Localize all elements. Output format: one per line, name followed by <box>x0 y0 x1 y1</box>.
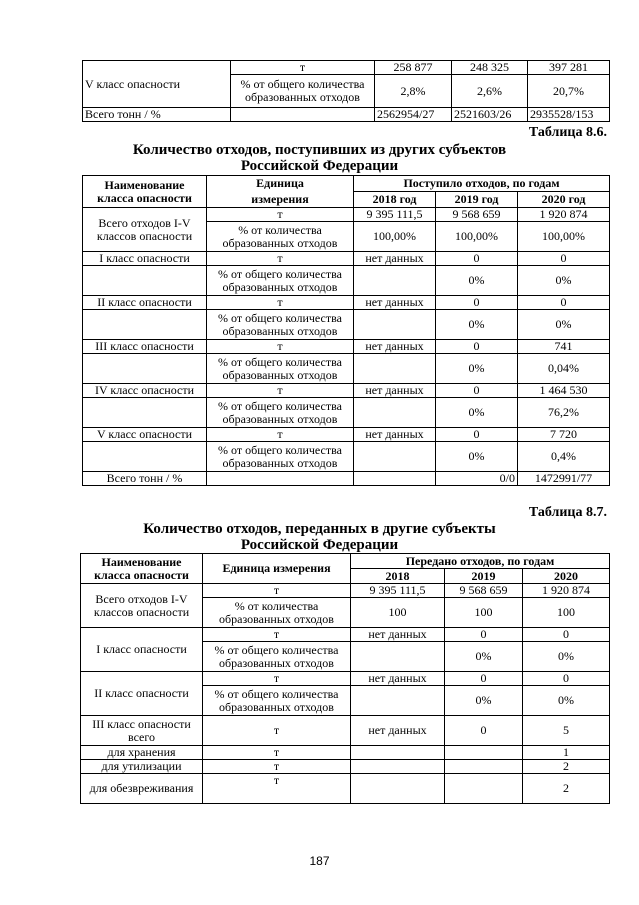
table-cell <box>351 774 445 804</box>
table-title: Количество отходов, переданных в другие субъекты <box>143 521 496 537</box>
table-cell: нет данных <box>354 252 436 266</box>
column-header: 2020 год <box>518 192 610 208</box>
table-cell: 1472991/77 <box>518 472 610 486</box>
table-cell: 258 877 <box>375 61 452 75</box>
table-cell: 5 <box>523 716 610 746</box>
column-header: Поступило отходов, по годам <box>354 176 610 192</box>
table-cell: 100 <box>523 598 610 628</box>
table-cell: нет данных <box>351 628 445 642</box>
table-cell: 248 325 <box>452 61 528 75</box>
table-cell: 1 <box>523 746 610 760</box>
table-cell: I класс опасности <box>81 628 203 672</box>
table-cell: 100,00% <box>354 222 436 252</box>
table-cell: 0,4% <box>518 442 610 472</box>
table-cell <box>351 642 445 672</box>
table-cell: 2562954/27 <box>375 108 452 122</box>
table-cell: 9 395 111,5 <box>351 584 445 598</box>
table-cell <box>445 746 523 760</box>
table-cell: т <box>203 774 351 804</box>
table-cell: II класс опасности <box>83 296 207 310</box>
table-cell: % от количества образованных отходов <box>203 598 351 628</box>
table-cell: 0% <box>436 266 518 296</box>
table-cell: IV класс опасности <box>83 384 207 398</box>
table-cell: % от количества образованных отходов <box>207 222 354 252</box>
table-cell: % от общего количества образованных отходов <box>203 686 351 716</box>
table-cell: для обезвреживания <box>81 774 203 804</box>
table-cell <box>83 266 207 296</box>
table-cell: т <box>203 760 351 774</box>
table-cell: 0 <box>436 340 518 354</box>
table-cell: V класс опасности <box>83 61 231 108</box>
table-cell: 0 <box>436 428 518 442</box>
table-cell: 0% <box>436 310 518 340</box>
table-cell: 0% <box>523 686 610 716</box>
table-cell: Всего отходов I-V классов опасности <box>83 208 207 252</box>
table-cell: т <box>207 340 354 354</box>
table-cell: 0 <box>436 384 518 398</box>
table-cell: 0 <box>518 296 610 310</box>
column-header: Наименование класса опасности <box>81 554 203 584</box>
table-cell <box>351 760 445 774</box>
column-header: Передано отходов, по годам <box>351 554 610 569</box>
table-cell: 9 568 659 <box>436 208 518 222</box>
table-cell: % от общего количества образованных отходов <box>207 442 354 472</box>
table-cell: 100 <box>351 598 445 628</box>
table-cell: I класс опасности <box>83 252 207 266</box>
table-cell: 1 920 874 <box>518 208 610 222</box>
table-cell <box>354 472 436 486</box>
table-cell: Всего тонн / % <box>83 472 207 486</box>
table-top-continuation <box>82 60 610 122</box>
table-8-6 <box>82 175 610 486</box>
table-cell <box>445 760 523 774</box>
table-cell: т <box>203 672 351 686</box>
table-cell: 741 <box>518 340 610 354</box>
table-cell: 0% <box>436 398 518 428</box>
table-cell <box>354 310 436 340</box>
table-cell: 2935528/153 <box>528 108 610 122</box>
column-header: Наименование класса опасности <box>83 176 207 208</box>
table-cell: т <box>203 628 351 642</box>
table-cell: % от общего количества образованных отходов <box>231 75 375 108</box>
page-number: 187 <box>309 854 330 868</box>
table-cell: 0% <box>518 266 610 296</box>
table-cell: 100,00% <box>436 222 518 252</box>
table-cell: 0 <box>445 672 523 686</box>
table-cell <box>231 108 375 122</box>
table-cell: 9 395 111,5 <box>354 208 436 222</box>
column-header: 2018 <box>351 569 445 584</box>
table-cell <box>351 746 445 760</box>
table-cell: нет данных <box>354 384 436 398</box>
table-cell: % от общего количества образованных отходов <box>207 310 354 340</box>
table-cell <box>354 354 436 384</box>
table-cell: 100 <box>445 598 523 628</box>
table-cell: 0% <box>523 642 610 672</box>
table-cell: 20,7% <box>528 75 610 108</box>
table-cell <box>445 774 523 804</box>
table-cell: 76,2% <box>518 398 610 428</box>
table-cell: 2,8% <box>375 75 452 108</box>
table-cell <box>351 686 445 716</box>
table-cell: 0% <box>445 686 523 716</box>
table-cell: 0 <box>523 672 610 686</box>
table-cell: 0% <box>445 642 523 672</box>
table-cell: % от общего количества образованных отходов <box>207 354 354 384</box>
table-cell: 0% <box>436 442 518 472</box>
table-cell: II класс опасности <box>81 672 203 716</box>
table-cell: 0 <box>436 252 518 266</box>
table-number: Таблица 8.6. <box>528 125 607 140</box>
table-cell: 0/0 <box>436 472 518 486</box>
column-header: измерения <box>207 192 354 208</box>
table-cell: 0 <box>523 628 610 642</box>
table-cell: т <box>203 584 351 598</box>
table-cell: т <box>207 252 354 266</box>
table-number: Таблица 8.7. <box>528 505 607 520</box>
table-cell <box>83 442 207 472</box>
table-cell: 0 <box>445 628 523 642</box>
table-title: Российской Федерации <box>240 537 399 553</box>
table-cell: нет данных <box>354 428 436 442</box>
table-cell: 0 <box>436 296 518 310</box>
table-cell <box>83 398 207 428</box>
table-cell: % от общего количества образованных отходов <box>207 398 354 428</box>
table-cell: нет данных <box>351 716 445 746</box>
table-cell: 2 <box>523 760 610 774</box>
table-cell <box>354 266 436 296</box>
column-header: 2018 год <box>354 192 436 208</box>
column-header: Единица измерения <box>203 554 351 584</box>
table-cell: % от общего количества образованных отходов <box>203 642 351 672</box>
table-cell <box>354 398 436 428</box>
table-cell: 100,00% <box>518 222 610 252</box>
table-cell: 0 <box>518 252 610 266</box>
table-cell: III класс опасности <box>83 340 207 354</box>
table-cell: 2 <box>523 774 610 804</box>
table-cell: т <box>207 296 354 310</box>
table-cell: для утилизации <box>81 760 203 774</box>
column-header: 2020 <box>523 569 610 584</box>
table-cell: для хранения <box>81 746 203 760</box>
table-cell: 0 <box>445 716 523 746</box>
table-cell: 2,6% <box>452 75 528 108</box>
table-cell: V класс опасности <box>83 428 207 442</box>
table-cell: нет данных <box>351 672 445 686</box>
table-cell: 397 281 <box>528 61 610 75</box>
table-8-7 <box>80 553 610 804</box>
table-cell: нет данных <box>354 340 436 354</box>
table-cell: Всего отходов I-V классов опасности <box>81 584 203 628</box>
table-cell: нет данных <box>354 296 436 310</box>
table-cell: 0% <box>518 310 610 340</box>
table-cell: 0% <box>436 354 518 384</box>
table-cell <box>83 354 207 384</box>
table-cell <box>207 472 354 486</box>
column-header: 2019 год <box>436 192 518 208</box>
table-cell: т <box>207 208 354 222</box>
table-title: Российской Федерации <box>240 158 399 174</box>
table-title: Количество отходов, поступивших из других субъектов <box>132 142 507 158</box>
table-cell: 7 720 <box>518 428 610 442</box>
table-cell: 0,04% <box>518 354 610 384</box>
table-cell <box>83 310 207 340</box>
table-cell: 2521603/26 <box>452 108 528 122</box>
table-cell <box>354 442 436 472</box>
column-header: Единица <box>207 176 354 192</box>
table-cell: III класс опасности всего <box>81 716 203 746</box>
table-cell: 1 920 874 <box>523 584 610 598</box>
table-cell: 1 464 530 <box>518 384 610 398</box>
table-cell: т <box>203 716 351 746</box>
column-header: 2019 <box>445 569 523 584</box>
table-cell: т <box>207 384 354 398</box>
table-cell: т <box>231 61 375 75</box>
table-cell: % от общего количества образованных отходов <box>207 266 354 296</box>
table-cell: т <box>207 428 354 442</box>
table-cell: Всего тонн / % <box>83 108 231 122</box>
table-cell: 9 568 659 <box>445 584 523 598</box>
table-cell: т <box>203 746 351 760</box>
